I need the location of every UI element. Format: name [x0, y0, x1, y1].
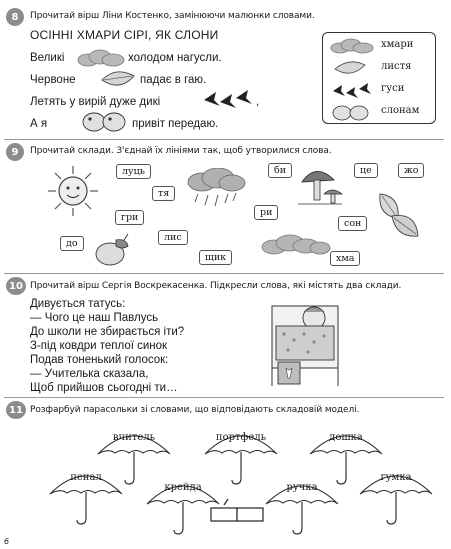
- cloud-icon: [329, 38, 375, 58]
- umbrella[interactable]: [358, 462, 434, 528]
- umbrella-word: вчитель: [112, 432, 156, 443]
- syllable-chip[interactable]: жо: [398, 163, 424, 178]
- umbrella-word: дошка: [329, 432, 363, 443]
- syllable-chip[interactable]: до: [60, 236, 84, 251]
- clouds-picture: [260, 232, 332, 262]
- syllable-chip[interactable]: би: [268, 163, 292, 178]
- geese-icon: [331, 81, 373, 103]
- acorn-picture: [92, 232, 132, 272]
- sun-picture: [46, 164, 100, 222]
- task-9-number: 9: [6, 143, 24, 161]
- poem-line: Подав тоненький голосок:: [30, 354, 169, 366]
- legend-row-clouds: [327, 36, 433, 56]
- umbrella[interactable]: [48, 462, 124, 528]
- poem-line: З-під ковдри теплої синок: [30, 340, 168, 352]
- umbrella-word: гумка: [380, 472, 412, 483]
- syllable-chip[interactable]: луць: [116, 164, 151, 179]
- task-11-number: 11: [6, 401, 26, 419]
- task-10-instruction: Прочитай вірш Сергія Воскрекасенка. Підкресли слова, які містять два склади.: [30, 281, 402, 291]
- poem-line: Щоб прийшов сьогодні ти…: [30, 382, 178, 394]
- leaf-icon: [333, 59, 367, 81]
- divider: [4, 397, 444, 398]
- task-8-title: ОСІННІ ХМАРИ СІРІ, ЯК СЛОНИ: [30, 28, 219, 42]
- legend-word-clouds: хмари: [381, 39, 414, 50]
- page-number: 6: [4, 537, 10, 546]
- poem-line: — Чого це наш Павлусь: [30, 312, 159, 324]
- elephants-picture: [80, 108, 128, 138]
- legend-word-leaves: листя: [381, 61, 412, 72]
- task-10-number: 10: [6, 277, 26, 295]
- leaves-picture: [372, 190, 422, 246]
- poem-line-1-after: холодом нагусли.: [128, 52, 222, 64]
- poem-line: — Учителька сказала,: [30, 368, 149, 380]
- syllable-model: [210, 498, 264, 528]
- umbrella[interactable]: [264, 472, 340, 538]
- geese-picture: [202, 86, 256, 114]
- divider: [4, 273, 444, 274]
- syllable-chip[interactable]: ри: [254, 205, 278, 220]
- task-11-instruction: Розфарбуй парасольки зі словами, що відповідають складовій моделі.: [30, 405, 360, 415]
- poem-line-2-before: Червоне: [30, 74, 76, 86]
- syllable-chip[interactable]: сон: [338, 216, 367, 231]
- legend-row-geese: [327, 80, 433, 100]
- leaf-picture: [100, 68, 136, 94]
- poem-line: До школи не збирається іти?: [30, 326, 185, 338]
- syllable-chip[interactable]: лис: [158, 230, 188, 245]
- umbrella-word: крейда: [164, 482, 202, 493]
- umbrella-word: портфель: [215, 432, 267, 443]
- legend-word-geese: гуси: [381, 83, 405, 94]
- poem-line: Дивується татусь:: [30, 298, 126, 310]
- umbrella-word: пенал: [70, 472, 102, 483]
- divider: [4, 139, 444, 140]
- poem-line-2-after: падає в гаю.: [140, 74, 207, 86]
- poem-line-3-before: Летять у вирій дуже дикі: [30, 96, 161, 108]
- syllable-chip[interactable]: хма: [330, 251, 360, 266]
- poem-line-1-before: Великі: [30, 52, 65, 64]
- legend-word-elephants: слонам: [381, 105, 420, 116]
- task-9-instruction: Прочитай склади. З'єднай їх лініями так, щоб утворилися слова.: [30, 146, 332, 156]
- poem-line-4-after: привіт передаю.: [132, 118, 219, 130]
- legend-row-leaves: [327, 58, 433, 78]
- legend-row-elephants: [327, 102, 433, 122]
- task-8-number: 8: [6, 8, 24, 26]
- task-8-instruction: Прочитай вірш Ліни Костенко, замінюючи малюнки словами.: [30, 11, 315, 21]
- syllable-chip[interactable]: тя: [152, 186, 175, 201]
- umbrella-word: ручка: [286, 482, 318, 493]
- poem-line-3-after: ,: [256, 96, 260, 108]
- syllable-chip[interactable]: гри: [115, 210, 144, 225]
- syllable-chip[interactable]: щик: [199, 250, 232, 265]
- picture-legend: [322, 32, 436, 124]
- elephant-icon: [331, 102, 371, 126]
- mushrooms-picture: [296, 160, 344, 212]
- poem-line-4-before: А я: [30, 118, 48, 130]
- boy-in-bed-picture: [268, 296, 342, 392]
- rain-cloud-picture: [184, 168, 248, 216]
- syllable-chip[interactable]: це: [354, 163, 378, 178]
